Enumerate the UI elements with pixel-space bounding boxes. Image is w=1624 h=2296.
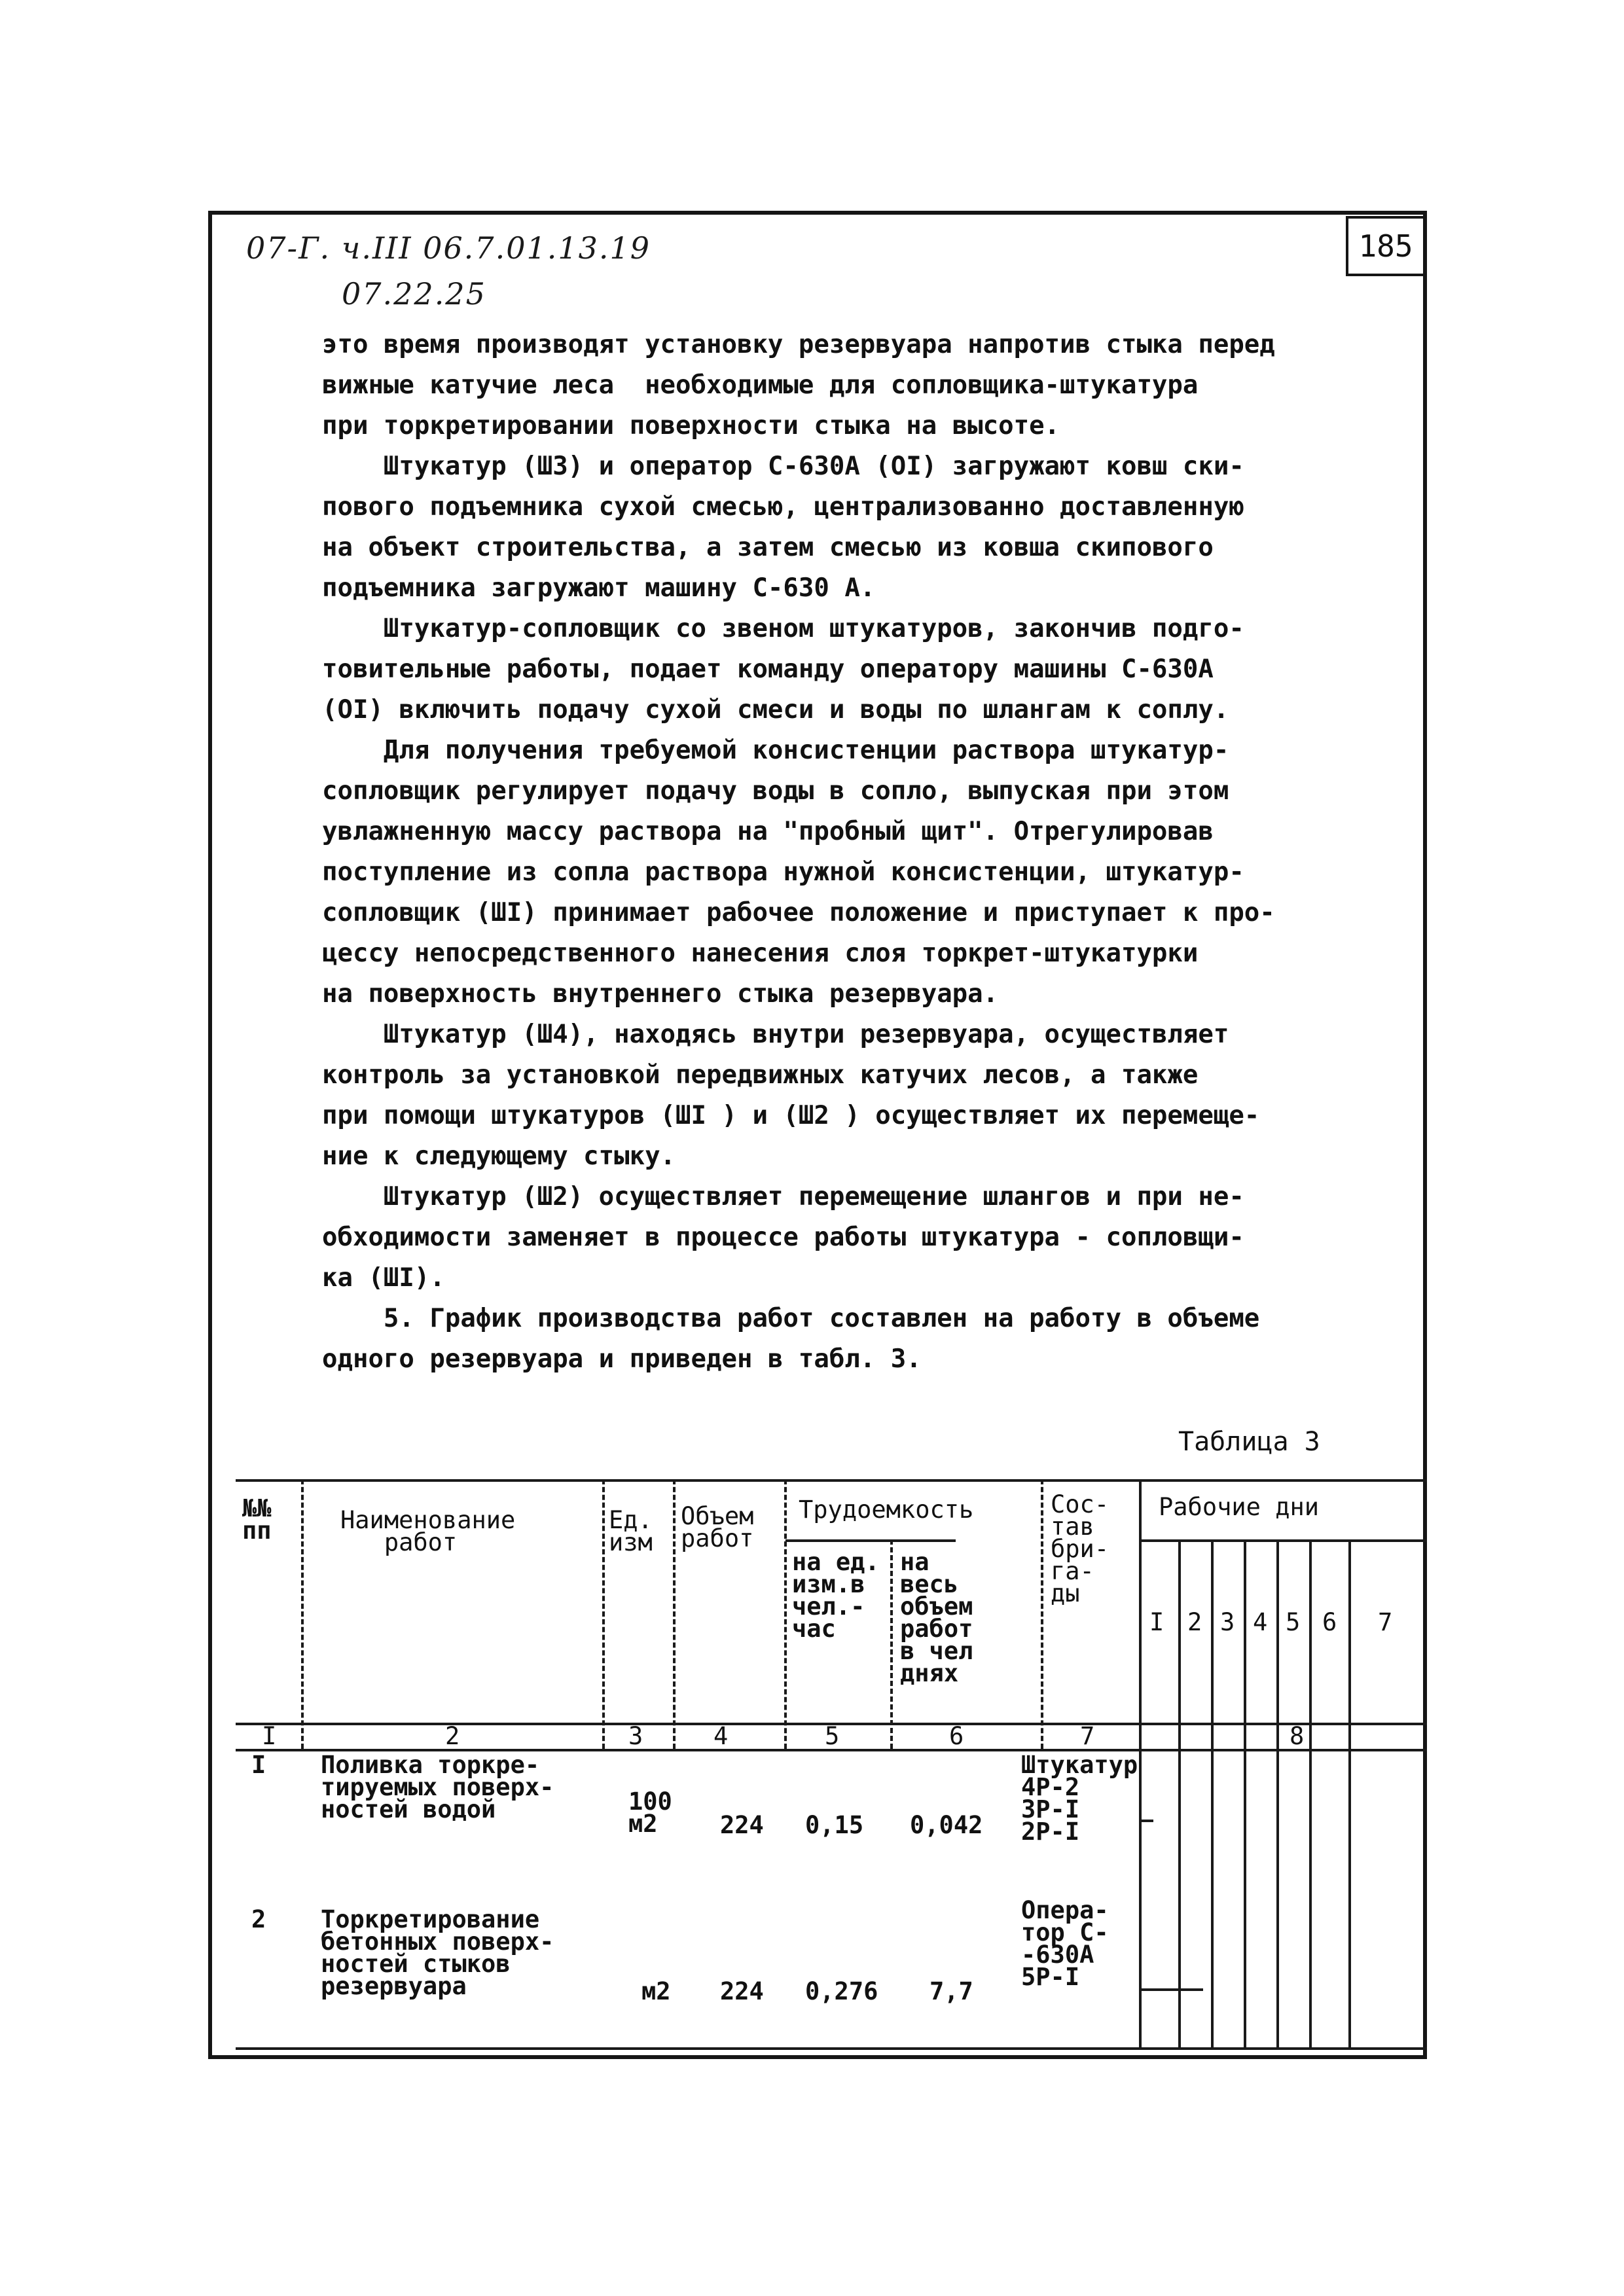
day-label: 7	[1378, 1608, 1393, 1636]
body-line: подъемника загружают машину С-630 А.	[322, 573, 876, 603]
column-number: 6	[949, 1722, 964, 1750]
header-volume: Объем работ	[681, 1502, 754, 1552]
days-left-rule	[1139, 1479, 1142, 2047]
header-work-name: Наименование работ	[340, 1506, 516, 1556]
row-volume: 224	[720, 1811, 764, 1839]
days-subheader-rule	[1139, 1539, 1427, 1542]
column-number: 8	[1290, 1722, 1305, 1750]
row-work-name: Торкретирование бетонных поверх- ностей стыков резервуара	[321, 1905, 554, 2000]
header-working-days: Рабочие дни	[1159, 1493, 1320, 1521]
work-schedule-table	[236, 1479, 1427, 2055]
body-line: увлажненную массу раствора на "пробный щит". Отрегулировав	[322, 817, 1214, 846]
body-text	[322, 325, 1409, 1380]
col-sep-6	[1041, 1479, 1043, 1749]
header-crew: Сос- тав бри- га- ды	[1051, 1490, 1110, 1607]
row-crew: Штукатур 4Р-2 3Р-I 2Р-I	[1021, 1751, 1138, 1846]
body-line: поступление из сопла раствора нужной консистенции, штукатур-	[322, 857, 1244, 887]
body-line: пового подъемника сухой смесью, централизованно доставленную	[322, 492, 1244, 522]
header-total: на весь объем работ в чел днях	[900, 1548, 973, 1687]
body-line: Штукатур-сопловщик со звеном штукатуров, закончив подго-	[322, 614, 1244, 643]
table-top-rule	[236, 1479, 1427, 1482]
body-line: Для получения требуемой консистенции раствора штукатур-	[322, 736, 1229, 765]
body-line: ка (ШI).	[322, 1263, 445, 1293]
body-line: товительные работы, подает команду оператору машины С-630А	[322, 655, 1214, 684]
col-sep-5	[890, 1539, 893, 1749]
row-total: 7,7	[929, 1977, 973, 2005]
body-line: обходимости заменяет в процессе работы штукатура - сопловщи-	[322, 1223, 1244, 1252]
body-line: 5. График производства работ составлен на работу в объеме	[322, 1304, 1260, 1333]
day-rule	[1244, 1539, 1246, 2047]
col-sep-2	[602, 1479, 605, 1749]
header-number: №№ пп	[242, 1494, 272, 1545]
row-work-name: Поливка торкре- тируемых поверх- ностей водой	[321, 1751, 554, 1823]
row-per-unit: 0,276	[805, 1977, 878, 2005]
header-labor: Трудоемкость	[799, 1496, 974, 1524]
col-sep-1	[301, 1479, 304, 1749]
row-total: 0,042	[910, 1811, 983, 1839]
page-number: 185	[1346, 216, 1423, 276]
body-line: (ОI) включить подачу сухой смеси и воды по шлангам к соплу.	[322, 695, 1229, 725]
day-rule	[1348, 1539, 1351, 2047]
day-rule	[1178, 1539, 1181, 2047]
document-code: 07-Г. ч.III 06.7.01.13.19	[246, 230, 651, 266]
column-number: 4	[713, 1722, 729, 1750]
body-line: Штукатур (Ш3) и оператор С-630А (ОI) загружают ковш ски-	[322, 452, 1244, 481]
column-number: 5	[825, 1722, 840, 1750]
column-number: I	[262, 1722, 277, 1750]
row-volume: 224	[720, 1977, 764, 2005]
day-rule	[1211, 1539, 1214, 2047]
row-crew: Опера- тор С- -630А 5Р-I	[1021, 1896, 1109, 1991]
body-line: Штукатур (Ш2) осуществляет перемещение шлангов и при не-	[322, 1182, 1244, 1211]
day-label: 4	[1253, 1608, 1268, 1636]
document-code-secondary: 07.22.25	[342, 276, 486, 312]
column-number: 2	[445, 1722, 460, 1750]
body-line: при торкретировании поверхности стыка на высоте.	[322, 411, 1060, 440]
table-caption: Таблица 3	[1178, 1427, 1320, 1457]
body-line: сопловщик регулирует подачу воды в сопло, выпуская при этом	[322, 776, 1229, 806]
body-line: контроль за установкой передвижных катучих лесов, а также	[322, 1060, 1199, 1090]
header-per-unit: на ед. изм.в чел.- час	[792, 1548, 880, 1643]
body-line: цессу непосредственного нанесения слоя торкрет-штукатурки	[322, 939, 1199, 968]
table-bottom-rule	[236, 2047, 1427, 2050]
col-sep-4	[784, 1479, 787, 1749]
row-number: 2	[251, 1905, 266, 1933]
body-line: ние к следующему стыку.	[322, 1141, 676, 1171]
body-line: на поверхность внутреннего стыка резервуара.	[322, 979, 999, 1009]
day-rule	[1276, 1539, 1279, 2047]
header-unit: Ед. изм	[609, 1506, 653, 1556]
row-unit: м2	[641, 1977, 671, 2005]
body-line: одного резервуара и приведен в табл. 3.	[322, 1344, 922, 1374]
body-line: Штукатур (Ш4), находясь внутри резервуара, осуществляет	[322, 1020, 1229, 1049]
body-line: на объект строительства, а затем смесью из ковша скипового	[322, 533, 1214, 562]
schedule-bar	[1142, 1988, 1203, 1991]
body-line: это время производят установку резервуара напротив стыка перед	[322, 330, 1275, 359]
body-line: вижные катучие леса необходимые для сопловщика-штукатура	[322, 370, 1199, 400]
row-per-unit: 0,15	[805, 1811, 864, 1839]
day-label: 5	[1286, 1608, 1301, 1636]
col-sep-3	[673, 1479, 676, 1749]
body-line: сопловщик (ШI) принимает рабочее положение и приступает к про-	[322, 898, 1275, 927]
day-label: I	[1149, 1608, 1164, 1636]
labor-subheader-rule	[785, 1539, 956, 1542]
body-line: при помощи штукатуров (ШI ) и (Ш2 ) осуществляет их перемеще-	[322, 1101, 1260, 1130]
day-rule	[1309, 1539, 1312, 2047]
column-number: 3	[628, 1722, 643, 1750]
row-unit: 100 м2	[628, 1787, 672, 1838]
day-label: 6	[1322, 1608, 1337, 1636]
column-number: 7	[1080, 1722, 1095, 1750]
day-label: 2	[1187, 1608, 1202, 1636]
day-label: 3	[1220, 1608, 1235, 1636]
row-number: I	[251, 1751, 266, 1779]
schedule-bar	[1142, 1820, 1153, 1822]
